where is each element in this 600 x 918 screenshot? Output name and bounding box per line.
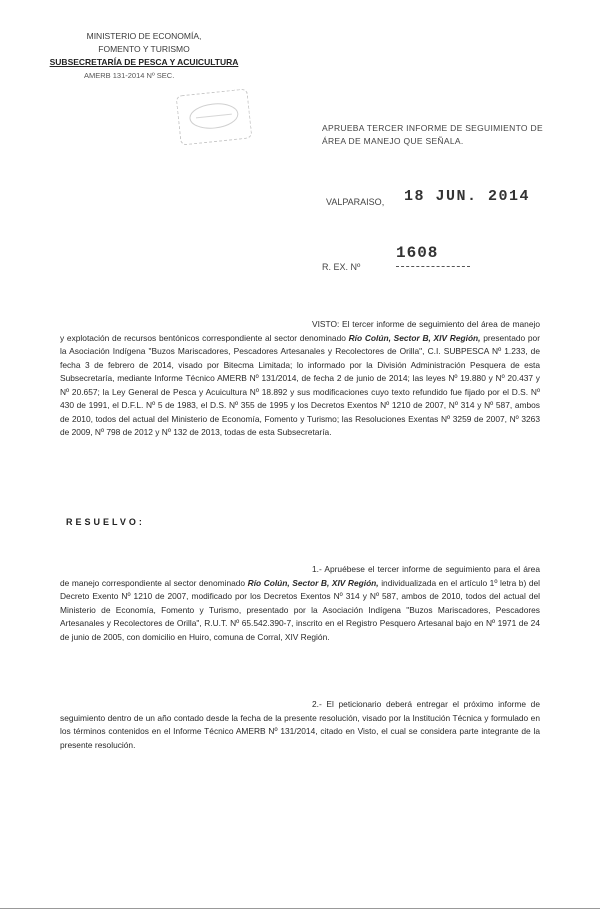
place-label: VALPARAISO, (326, 197, 385, 207)
article-1-text-1: 1.- Apruébese el tercer informe de seguimiento para el área de manejo correspondiente al sector denominado (60, 564, 540, 588)
visto-sector: Río Colún, Sector B, XIV Región, (348, 332, 481, 343)
ministry-line-2: FOMENTO Y TURISMO (98, 44, 190, 54)
resolution-subject: APRUEBA TERCER INFORME DE SEGUIMIENTO DE ÁREA DE MANEJO QUE SEÑALA. (322, 123, 543, 146)
reference-code: AMERB 131-2014 Nº SEC. (84, 71, 175, 80)
article-2-text: 2.- El peticionario deberá entregar el próximo informe de seguimiento dentro de un año contado desde la fecha de la presente resolución, visado por la Institución Técnica y formulado en los términos contenidos en el Informe Técnico AMERB Nº 131/2014, citado en Visto, el cual se considera parte integrante de la presente resolución. (60, 699, 540, 750)
resuelvo-heading: RESUELVO: (66, 517, 145, 527)
resolution-date: 18 JUN. 2014 (404, 188, 531, 205)
visto-label: VISTO: (312, 319, 340, 329)
subsecretaria-name: SUBSECRETARÍA DE PESCA Y ACUICULTURA (49, 57, 239, 67)
article-1-text-2: individualizada en el artículo 1º letra b) del Decreto Exento Nº 1210 de 2007, modificado por los Decretos Exentos Nº 314 y Nº 587, ambos de 2010, todos del actual del Ministerio de Economía, Fomento y Turismo, presentado por la Asociación Indígena "Buzos Mariscadores, Pescadores Artesanales y Recolectores de Orilla", R.U.T. Nº 65.542.390-7, inscrito en el Registro Pesquero Artesanal bajo en Nº 1971 de 24 de junio de 2005, con domicilio en Huiro, comuna de Corral, XIV Región. (60, 577, 540, 642)
page-bottom-rule (0, 908, 600, 909)
resolution-number-label: R. EX. Nº (322, 262, 361, 272)
resolution-number: 1608 (396, 244, 439, 262)
visto-text-2: presentado por la Asociación Indígena "Buzos Mariscadores, Pescadores Artesanales y Recolectores de Orilla", C.I. SUBPESCA Nº 1.233, de fecha 3 de febrero de 2014, visado por Bitecma Limitada; lo informado por la División Administración Pesquera de esta Subsecretaría, mediante Informe Técnico AMERB Nº 131/2014, de fecha 2 de junio de 2014; las leyes Nº 19.880 y Nº 20.437 y Nº 20.657; la Ley General de Pesca y Acuicultura Nº 18.892 y sus modificaciones cuyo texto refundido fue fijado por el D.S. Nº 430 de 1991, el D.F.L. Nº 5 de 1983, el D.S. Nº 355 de 1995 y los Decretos Exentos Nº 1210 de 2007, Nº 314 y Nº 587, ambos de 2010, todos del actual del Ministerio de Economía, Fomento y Turismo; las Resoluciones Exentas Nº 3259 de 2007, Nº 3263 de 2009, Nº 798 de 2012 y Nº 132 de 2013, todas de esta Subsecretaría. (60, 332, 541, 437)
article-1-sector: Río Colún, Sector B, XIV Región, (247, 577, 379, 588)
article-2-paragraph (60, 698, 540, 752)
visto-text-1: El tercer informe de seguimiento del área de manejo y explotación de recursos bentónicos correspondiente al sector denominado (60, 319, 540, 343)
stamp-mark-icon (184, 98, 243, 134)
visto-paragraph (60, 318, 540, 440)
ministry-line-1: MINISTERIO DE ECONOMÍA, (86, 31, 202, 41)
article-1-paragraph (60, 563, 540, 644)
resolution-number-underline (396, 266, 470, 267)
faded-stamp-icon (176, 88, 253, 145)
ministry-header (44, 30, 244, 82)
